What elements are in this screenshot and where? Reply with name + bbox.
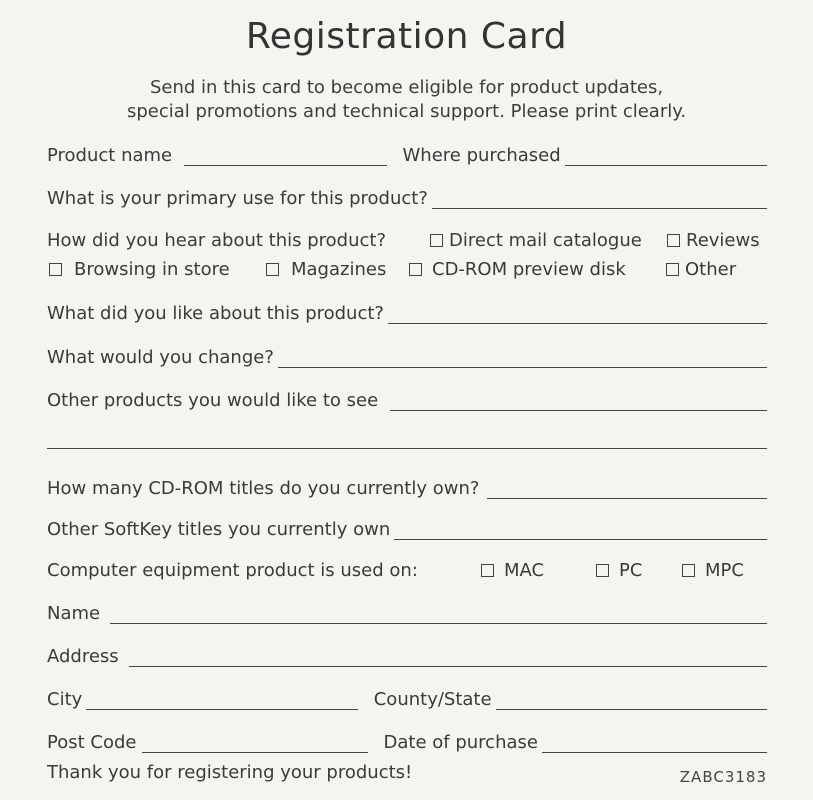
thanks-text: Thank you for registering your products!	[47, 762, 413, 783]
city-field[interactable]	[86, 693, 357, 710]
mpc-label: MPC	[705, 560, 744, 581]
mpc-checkbox[interactable]	[682, 564, 695, 577]
primary-use-label: What is your primary use for this product?	[47, 188, 428, 209]
liked-label: What did you like about this product?	[47, 303, 384, 324]
intro-line-2: special promotions and technical support. Please print clearly.	[126, 101, 687, 122]
row-cdrom-count	[47, 475, 767, 499]
county-state-field[interactable]	[496, 693, 767, 710]
post-code-field[interactable]	[142, 736, 367, 753]
option-cdrom-preview[interactable]	[409, 259, 626, 280]
option-magazines[interactable]	[266, 259, 386, 280]
magazines-label: Magazines	[291, 259, 387, 280]
cdrom-count-field[interactable]	[487, 482, 767, 499]
row-postcode	[47, 729, 767, 753]
change-field[interactable]	[278, 351, 767, 368]
row-city	[47, 686, 767, 710]
name-field[interactable]	[110, 607, 767, 624]
pc-label: PC	[619, 560, 643, 581]
product-name-label: Product name	[47, 145, 173, 166]
row-address	[47, 643, 767, 667]
card-code: ZABC3183	[679, 768, 767, 786]
equipment-label: Computer equipment product is used on:	[47, 560, 418, 581]
post-code-label: Post Code	[47, 732, 137, 753]
option-pc[interactable]	[596, 560, 642, 581]
date-of-purchase-field[interactable]	[542, 736, 767, 753]
other-products-field-2[interactable]	[47, 432, 767, 449]
option-mac[interactable]	[481, 560, 544, 581]
hear-about-label: How did you hear about this product?	[47, 230, 387, 251]
address-field[interactable]	[129, 650, 767, 667]
cdrom-preview-label: CD-ROM preview disk	[432, 259, 626, 280]
option-mpc[interactable]	[682, 560, 744, 581]
mac-checkbox[interactable]	[481, 564, 494, 577]
row-other-products-2	[47, 425, 767, 449]
cdrom-count-label: How many CD-ROM titles do you currently own?	[47, 478, 480, 499]
row-softkey	[47, 516, 767, 540]
softkey-titles-label: Other SoftKey titles you currently own	[47, 519, 391, 540]
softkey-titles-field[interactable]	[394, 523, 767, 540]
direct-mail-label: Direct mail catalogue	[449, 230, 642, 251]
city-label: City	[47, 689, 83, 710]
liked-field[interactable]	[388, 307, 767, 324]
pc-checkbox[interactable]	[596, 564, 609, 577]
product-name-field[interactable]	[184, 149, 386, 166]
option-direct-mail[interactable]	[430, 230, 642, 251]
magazines-checkbox[interactable]	[266, 263, 279, 276]
row-change	[47, 344, 767, 368]
row-liked	[47, 300, 767, 324]
other-products-field[interactable]	[390, 394, 767, 411]
other-label: Other	[685, 259, 737, 280]
primary-use-field[interactable]	[432, 192, 767, 209]
option-other[interactable]	[666, 259, 736, 280]
browsing-label: Browsing in store	[74, 259, 230, 280]
reviews-checkbox[interactable]	[667, 234, 680, 247]
row-primary-use	[47, 185, 767, 209]
row-other-products	[47, 387, 767, 411]
browsing-checkbox[interactable]	[49, 263, 62, 276]
name-label: Name	[47, 603, 101, 624]
other-products-label: Other products you would like to see	[47, 390, 379, 411]
where-purchased-field[interactable]	[565, 149, 767, 166]
reviews-label: Reviews	[686, 230, 760, 251]
option-reviews[interactable]	[667, 230, 760, 251]
change-label: What would you change?	[47, 347, 274, 368]
direct-mail-checkbox[interactable]	[430, 234, 443, 247]
other-checkbox[interactable]	[666, 263, 679, 276]
option-browsing[interactable]	[49, 259, 230, 280]
address-label: Address	[47, 646, 119, 667]
intro-line-1: Send in this card to become eligible for product updates,	[149, 77, 664, 98]
intro-text	[0, 76, 813, 124]
card-title: Registration Card	[245, 16, 568, 57]
county-state-label: County/State	[373, 689, 492, 710]
row-name	[47, 600, 767, 624]
cdrom-preview-checkbox[interactable]	[409, 263, 422, 276]
where-purchased-label: Where purchased	[402, 145, 561, 166]
date-of-purchase-label: Date of purchase	[383, 732, 538, 753]
mac-label: MAC	[504, 560, 545, 581]
row-product	[47, 142, 767, 166]
